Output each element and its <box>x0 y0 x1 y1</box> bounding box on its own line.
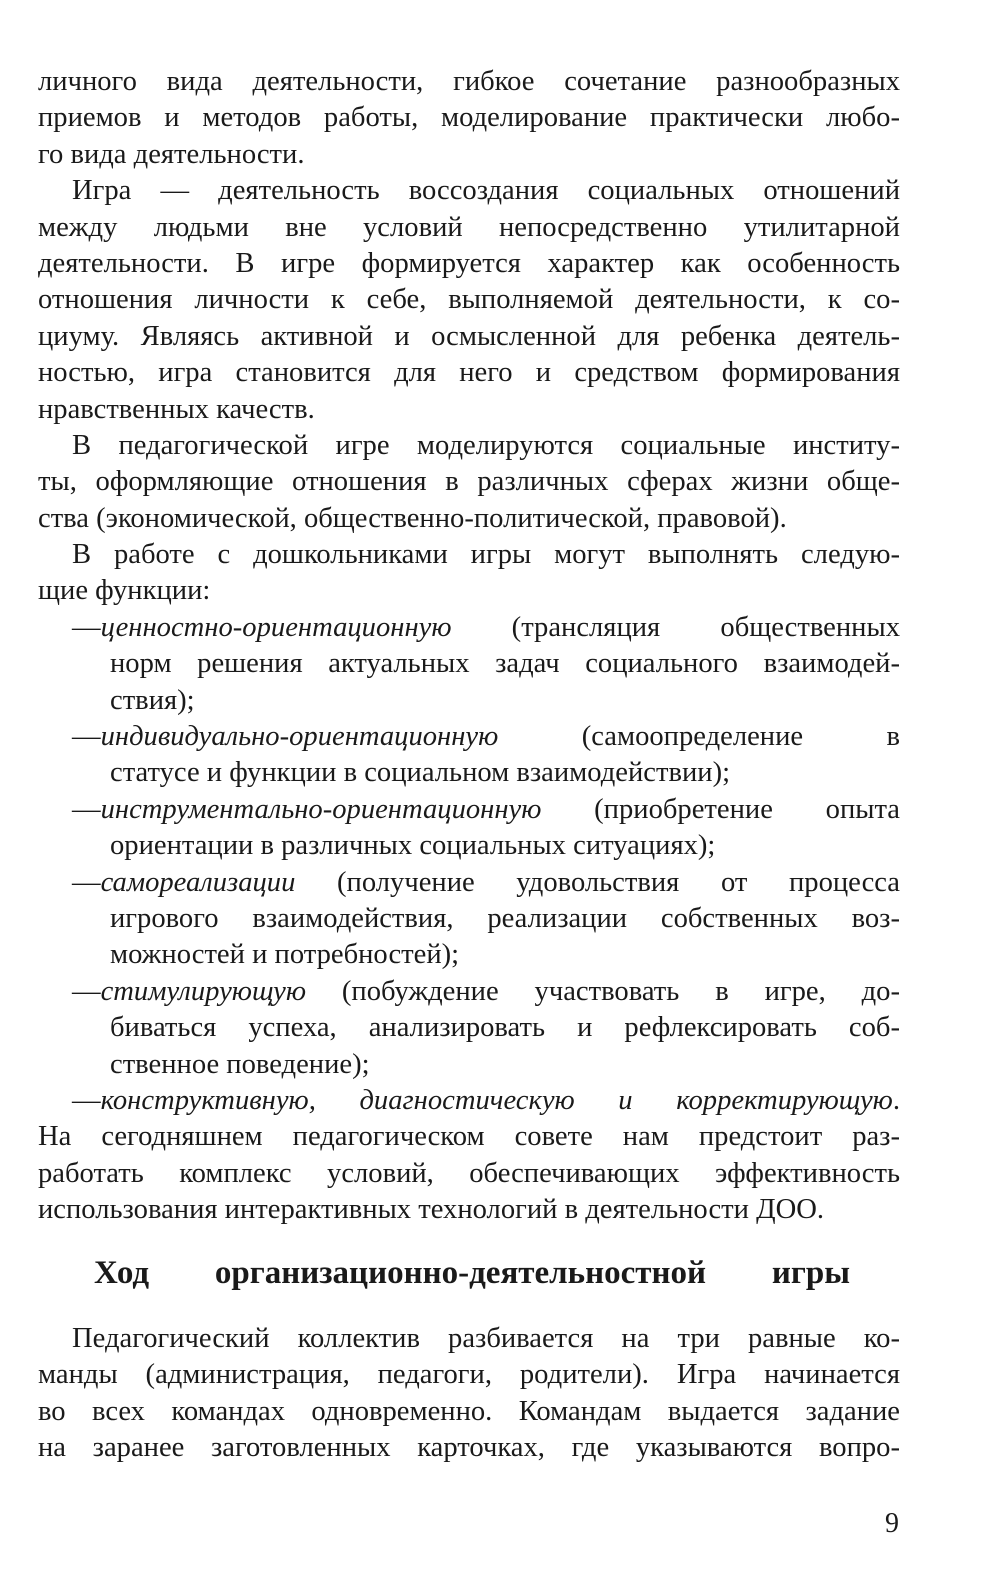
text-line: можностей и потребностей); <box>110 939 460 971</box>
text-line: В работе с дошкольниками игры могут выполнять следую- <box>72 539 900 571</box>
list-item <box>38 719 900 792</box>
paragraph-4 <box>38 537 900 610</box>
dash-marker: — <box>72 793 101 825</box>
text-line: приемов и методов работы, моделирование практически любо- <box>38 102 900 134</box>
function-term: конструктивную, диагностическую и корректирующую <box>100 1084 893 1116</box>
list-item <box>38 865 900 974</box>
text-line: щие функции: <box>38 575 211 607</box>
list-item <box>38 792 900 865</box>
text-line: В педагогической игре моделируются социальные институ- <box>72 429 900 461</box>
dash-marker: — <box>72 975 101 1007</box>
text-line: На сегодняшнем педагогическом совете нам предстоит раз- <box>38 1121 900 1153</box>
text-line: ты, оформляющие отношения в различных сферах жизни обще- <box>38 466 900 498</box>
text-line: ственное поведение); <box>110 1048 370 1080</box>
text-line: во всех командах одновременно. Командам выдается задание <box>38 1395 900 1427</box>
list-item <box>38 1083 900 1119</box>
list-item-first-line <box>38 719 900 755</box>
function-term: стимулирующую <box>100 975 306 1007</box>
paragraph-3 <box>38 428 900 537</box>
text-line: между людьми вне условий непосредственно утилитарной <box>38 211 900 243</box>
text-line: Игра — деятельность воссоздания социальных отношений <box>72 175 900 207</box>
section-heading: Ход организационно-деятельностной игры <box>94 1255 850 1291</box>
dash-marker: — <box>72 721 101 753</box>
function-term: индивидуально-ориентационную <box>100 721 499 753</box>
text-line: работать комплекс условий, обеспечивающих эффективность <box>38 1157 900 1189</box>
list-item-first-line <box>38 792 900 828</box>
main-text <box>38 64 900 1229</box>
function-term: инструментально-ориентационную <box>100 793 542 825</box>
paragraph-1 <box>38 64 900 173</box>
dash-marker: — <box>72 1084 101 1116</box>
function-description: (трансляция общественных <box>451 611 900 643</box>
function-description: (побуждение участвовать в игре, до- <box>306 975 900 1007</box>
dash-marker: — <box>72 866 101 898</box>
paragraph-6 <box>38 1321 900 1467</box>
paragraph-2 <box>38 173 900 428</box>
list-item-first-line <box>38 610 900 646</box>
text-line: норм решения актуальных задач социального взаимодей- <box>110 648 900 680</box>
function-term: самореализации <box>100 866 296 898</box>
text-line: статусе и функции в социальном взаимодействии); <box>110 757 731 789</box>
text-line: ностью, игра становится для него и средством формирования <box>38 357 900 389</box>
list-item <box>38 974 900 1083</box>
function-description: (приобретение опыта <box>541 793 900 825</box>
function-description: (самоопределение в <box>498 721 900 753</box>
text-line: биваться успеха, анализировать и рефлексировать соб- <box>110 1012 900 1044</box>
paragraph-5 <box>38 1119 900 1228</box>
page-number: 9 <box>885 1508 899 1539</box>
text-line: нравственных качеств. <box>38 393 315 425</box>
list-item-first-line <box>38 1083 900 1119</box>
text-line: го вида деятельности. <box>38 138 305 170</box>
text-line: использования интерактивных технологий в деятельности ДОО. <box>38 1194 825 1226</box>
list-item <box>38 610 900 719</box>
function-description: (получение удовольствия от процесса <box>295 866 900 898</box>
text-line: манды (администрация, педагоги, родители). Игра начинается <box>38 1359 900 1391</box>
text-line: на заранее заготовленных карточках, где указываются вопро- <box>38 1432 900 1464</box>
text-line: личного вида деятельности, гибкое сочетание разнообразных <box>38 66 900 97</box>
text-line: циуму. Являясь активной и осмысленной для ребенка деятель- <box>38 320 900 352</box>
list-item-first-line <box>38 974 900 1010</box>
text-line: ствия); <box>110 684 195 716</box>
list-item-first-line <box>38 865 900 901</box>
dash-marker: — <box>72 611 101 643</box>
text-line: ориентации в различных социальных ситуациях); <box>110 830 716 862</box>
text-line: деятельности. В игре формируется характер как особенность <box>38 247 900 279</box>
text-line: ства (экономической, общественно-политической, правовой). <box>38 502 787 534</box>
function-description: . <box>892 1084 900 1116</box>
text-line: игрового взаимодействия, реализации собственных воз- <box>110 902 900 934</box>
text-line: Педагогический коллектив разбивается на три равные ко- <box>72 1323 900 1354</box>
function-term: ценностно-ориентационную <box>100 611 452 643</box>
text-line: отношения личности к себе, выполняемой деятельности, к со- <box>38 284 900 316</box>
functions-list <box>38 610 900 1119</box>
